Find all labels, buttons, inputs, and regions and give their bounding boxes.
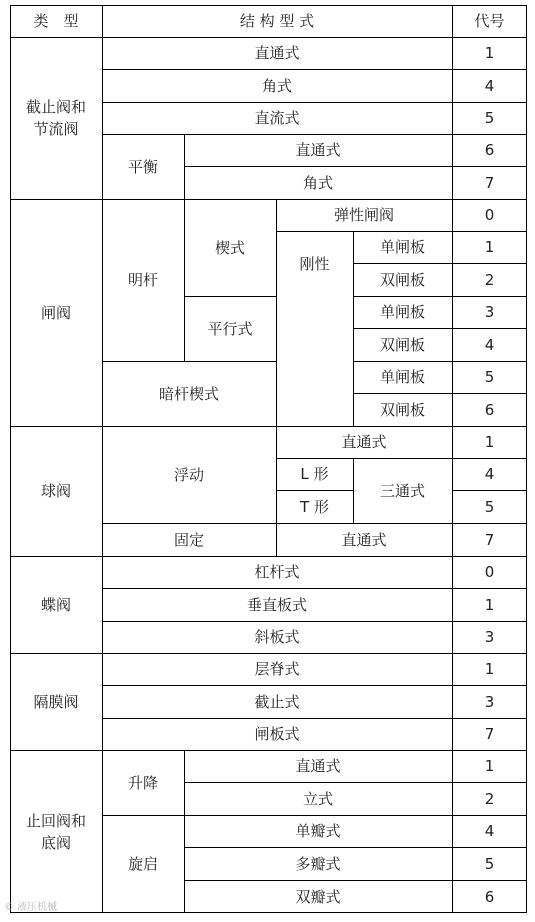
grid-line bbox=[102, 102, 527, 103]
group-cell: 旋启 bbox=[127, 855, 158, 873]
grid-line bbox=[102, 5, 103, 913]
structure-cell: 直通式 bbox=[341, 433, 387, 451]
code-cell: 6 bbox=[484, 400, 495, 419]
grid-line bbox=[10, 199, 527, 200]
structure-cell: 双闸板 bbox=[379, 270, 425, 289]
grid-line bbox=[353, 328, 527, 329]
code-cell: 7 bbox=[484, 725, 495, 743]
header-type: 类 型 bbox=[33, 12, 79, 30]
type-cell: 隔膜阀 bbox=[33, 692, 79, 711]
code-cell: 1 bbox=[484, 238, 495, 256]
group-cell: 浮动 bbox=[173, 465, 204, 484]
grid-line bbox=[353, 263, 527, 264]
code-cell: 1 bbox=[484, 757, 495, 775]
structure-cell: 斜板式 bbox=[254, 628, 300, 646]
structure-cell: 角式 bbox=[302, 173, 333, 192]
code-cell: 7 bbox=[484, 530, 495, 549]
code-cell: 1 bbox=[484, 595, 495, 614]
grid-line bbox=[102, 718, 527, 719]
code-cell: 3 bbox=[484, 303, 495, 321]
code-cell: 5 bbox=[484, 368, 495, 386]
structure-cell: 立式 bbox=[302, 789, 333, 808]
code-cell: 4 bbox=[484, 465, 495, 483]
grid-line bbox=[10, 37, 527, 38]
structure-cell: 直流式 bbox=[254, 109, 300, 127]
code-cell: 5 bbox=[484, 109, 495, 127]
code-cell: 0 bbox=[484, 563, 495, 581]
group-cell: 明杆 bbox=[127, 271, 158, 289]
code-cell: 0 bbox=[484, 206, 495, 224]
grid-line bbox=[276, 426, 277, 556]
grid-line bbox=[102, 685, 527, 686]
grid-line bbox=[102, 588, 527, 589]
grid-line bbox=[10, 653, 527, 654]
structure-cell: 闸板式 bbox=[254, 725, 300, 743]
grid-line bbox=[276, 490, 353, 491]
grid-line bbox=[353, 296, 527, 297]
structure-cell: 双闸板 bbox=[379, 335, 425, 354]
structure-cell: 多瓣式 bbox=[295, 854, 341, 873]
grid-line bbox=[353, 361, 527, 362]
grid-line bbox=[184, 134, 185, 199]
grid-line bbox=[184, 296, 276, 297]
group-cell: 楔式 bbox=[214, 238, 245, 257]
grid-line bbox=[102, 69, 527, 70]
grid-line bbox=[276, 458, 527, 459]
structure-cell: 杠杆式 bbox=[254, 563, 300, 581]
structure-cell: 层脊式 bbox=[254, 660, 300, 678]
code-cell: 5 bbox=[484, 854, 495, 873]
grid-line bbox=[102, 361, 276, 362]
group-cell: 升降 bbox=[127, 773, 158, 792]
type-cell: 球阀 bbox=[40, 482, 71, 500]
grid-line bbox=[184, 166, 527, 167]
structure-cell: 垂直板式 bbox=[246, 595, 307, 614]
group-cell: 平行式 bbox=[207, 319, 253, 338]
watermark: © 液压机械 bbox=[4, 902, 58, 913]
grid-line bbox=[276, 199, 277, 426]
structure-cell: 单闸板 bbox=[379, 238, 425, 256]
code-cell: 7 bbox=[484, 173, 495, 192]
grid-line bbox=[10, 750, 527, 751]
structure-cell: 双瓣式 bbox=[295, 887, 341, 906]
group-cell: 刚性 bbox=[299, 254, 330, 273]
grid-line bbox=[102, 621, 527, 622]
code-cell: 4 bbox=[484, 76, 495, 95]
code-cell: 4 bbox=[484, 335, 495, 354]
grid-line bbox=[184, 782, 527, 783]
header-structure: 结 构 型 式 bbox=[239, 12, 315, 30]
code-cell: 2 bbox=[484, 270, 495, 289]
group-cell: T 形 bbox=[300, 497, 329, 516]
grid-line bbox=[102, 523, 527, 524]
group-cell: L 形 bbox=[300, 465, 329, 483]
grid-line bbox=[102, 815, 527, 816]
group-cell: 暗杆楔式 bbox=[158, 384, 219, 403]
grid-line bbox=[353, 458, 354, 523]
code-cell: 3 bbox=[484, 692, 495, 711]
grid-line bbox=[452, 490, 527, 491]
structure-cell: 单瓣式 bbox=[295, 822, 341, 840]
structure-cell: 直通式 bbox=[295, 141, 341, 159]
structure-cell: 直通式 bbox=[295, 757, 341, 775]
grid-line bbox=[184, 880, 527, 881]
group-cell: 三通式 bbox=[379, 481, 425, 500]
code-cell: 5 bbox=[484, 497, 495, 516]
structure-cell: 单闸板 bbox=[379, 303, 425, 321]
type-cell: 止回阀和 底阀 bbox=[25, 811, 86, 852]
group-cell: 固定 bbox=[173, 530, 204, 549]
code-cell: 6 bbox=[484, 887, 495, 906]
code-cell: 6 bbox=[484, 141, 495, 159]
structure-cell: 弹性闸阀 bbox=[333, 206, 394, 224]
code-cell: 3 bbox=[484, 628, 495, 646]
structure-cell: 角式 bbox=[261, 76, 292, 95]
grid-line bbox=[184, 847, 527, 848]
code-cell: 1 bbox=[484, 433, 495, 451]
grid-line bbox=[10, 426, 527, 427]
grid-line bbox=[353, 393, 527, 394]
grid-line bbox=[184, 199, 185, 361]
structure-cell: 单闸板 bbox=[379, 368, 425, 386]
grid-line bbox=[184, 750, 185, 913]
header-code: 代号 bbox=[474, 12, 505, 30]
code-cell: 4 bbox=[484, 822, 495, 840]
grid-line bbox=[452, 5, 453, 913]
code-cell: 1 bbox=[484, 44, 495, 62]
valve-type-code-table bbox=[10, 5, 527, 913]
grid-line bbox=[353, 231, 354, 426]
structure-cell: 直通式 bbox=[341, 530, 387, 549]
structure-cell: 截止式 bbox=[254, 692, 300, 711]
code-cell: 2 bbox=[484, 789, 495, 808]
grid-line bbox=[102, 134, 527, 135]
structure-cell: 双闸板 bbox=[379, 400, 425, 419]
code-cell: 1 bbox=[484, 660, 495, 678]
grid-line bbox=[10, 556, 527, 557]
type-cell: 闸阀 bbox=[40, 303, 71, 322]
structure-cell: 直通式 bbox=[254, 44, 300, 62]
grid-line bbox=[276, 231, 527, 232]
type-cell: 截止阀和 节流阀 bbox=[25, 98, 86, 138]
group-cell: 平衡 bbox=[127, 157, 158, 176]
type-cell: 蝶阀 bbox=[40, 595, 71, 614]
